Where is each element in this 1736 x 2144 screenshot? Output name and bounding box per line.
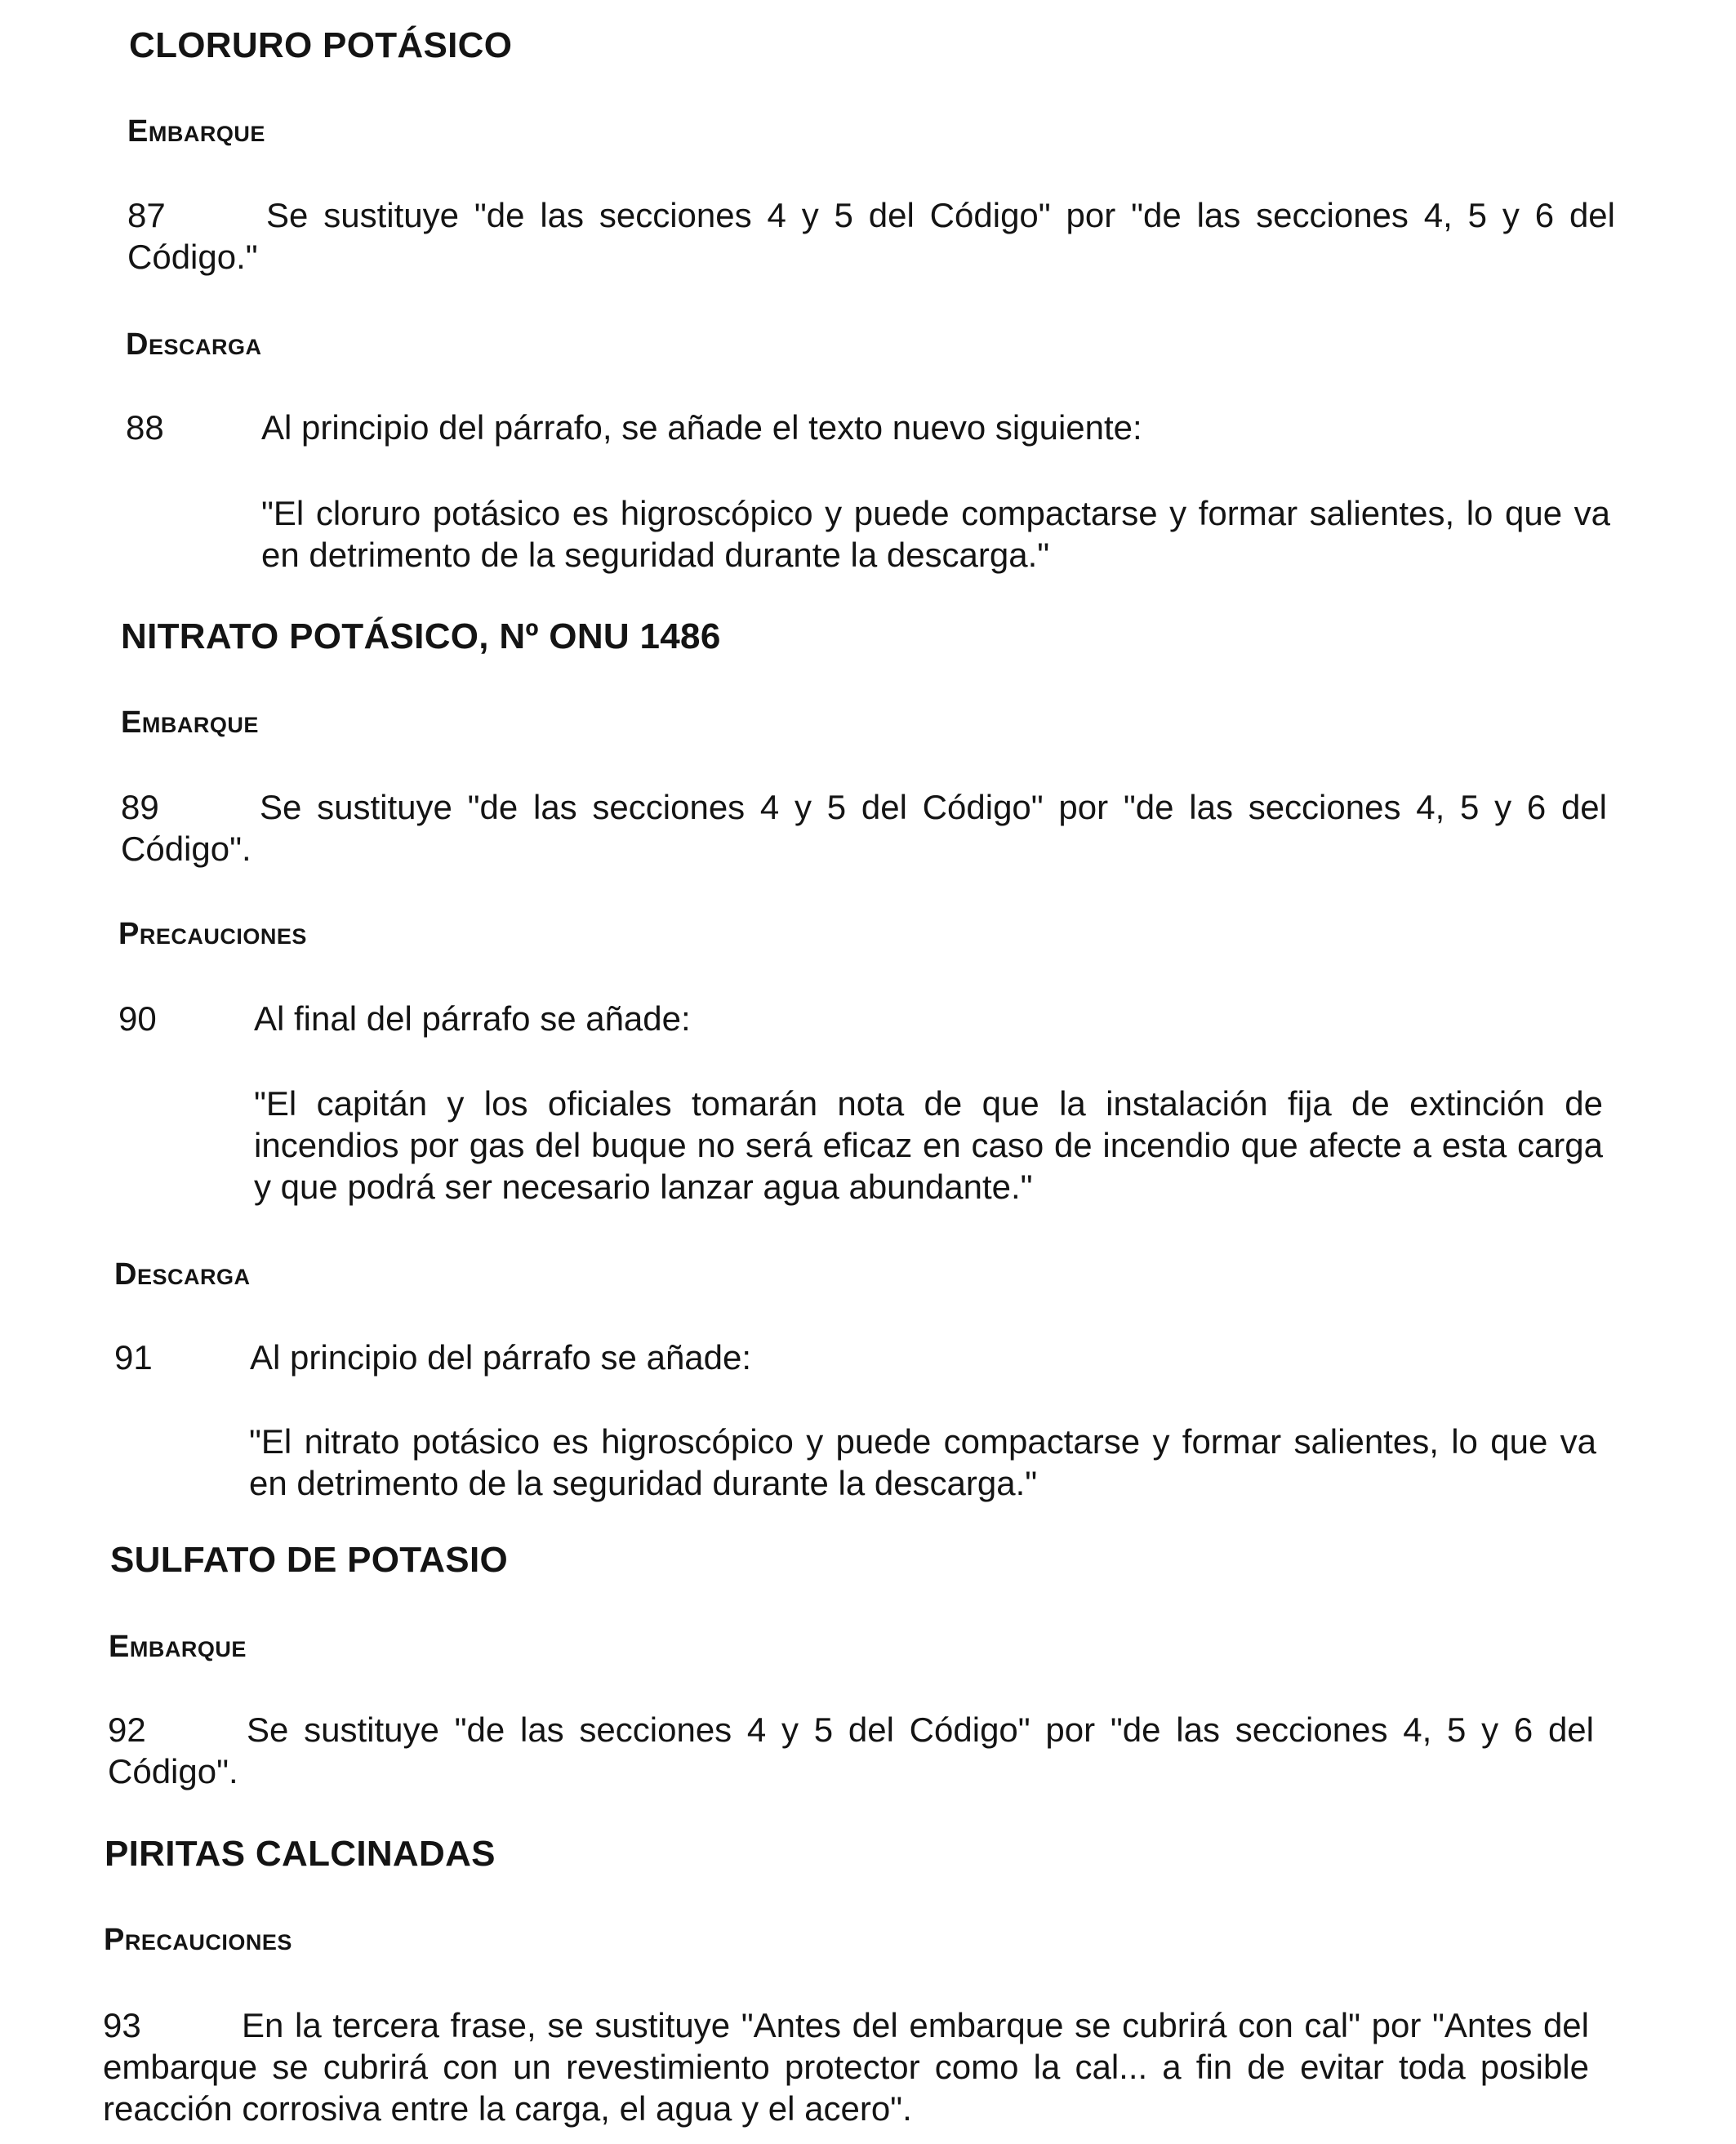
- paragraph-number: 90: [118, 999, 157, 1038]
- paragraph-89: [121, 786, 1607, 870]
- subsection-heading-embarque: Embarque: [127, 114, 265, 149]
- paragraph-92: [108, 1709, 1594, 1792]
- paragraph-number: 88: [126, 408, 164, 447]
- quoted-text-90: "El capitán y los oficiales tomarán nota de que la instalación fija de extinción de incendios por gas del buque no será eficaz en caso de incendio que afecte a esta carga y que podrá ser necesario lanzar agua abundante.": [254, 1084, 1603, 1206]
- subsection-heading-embarque: Embarque: [109, 1630, 247, 1664]
- paragraph-number: 89: [121, 788, 159, 826]
- paragraph-number: 93: [103, 2006, 141, 2044]
- paragraph-number: 87: [127, 196, 166, 234]
- quoted-text-88: "El cloruro potásico es higroscópico y puede compactarse y formar salientes, lo que va en detrimento de la seguridad durante la descarga.": [261, 494, 1610, 574]
- subsection-heading-embarque: Embarque: [121, 705, 259, 740]
- paragraph-text: Al principio del párrafo, se añade el texto nuevo siguiente:: [261, 408, 1142, 447]
- paragraph-90: [118, 998, 1613, 1039]
- quoted-text-91: "El nitrato potásico es higroscópico y puede compactarse y formar salientes, lo que va en detrimento de la seguridad durante la descarga.": [249, 1422, 1596, 1502]
- subsection-heading-precauciones: Precauciones: [118, 917, 307, 951]
- paragraph-text: Al final del párrafo se añade:: [254, 999, 691, 1038]
- paragraph-88: [126, 407, 1620, 448]
- paragraph-text: Se sustituye "de las secciones 4 y 5 del Código" por "de las secciones 4, 5 y 6 del Código".: [121, 788, 1607, 868]
- section-title-piritas-calcinadas: PIRITAS CALCINADAS: [105, 1834, 496, 1874]
- paragraph-91: [114, 1337, 1609, 1378]
- paragraph-number: 91: [114, 1338, 153, 1377]
- paragraph-text: Al principio del párrafo se añade:: [250, 1338, 752, 1377]
- section-title-cloruro-potasico: CLORURO POTÁSICO: [129, 25, 513, 65]
- paragraph-87: [127, 194, 1615, 278]
- section-title-sulfato-de-potasio: SULFATO DE POTASIO: [110, 1540, 508, 1580]
- paragraph-text: Se sustituye "de las secciones 4 y 5 del Código" por "de las secciones 4, 5 y 6 del Código".: [108, 1710, 1594, 1790]
- paragraph-text: Se sustituye "de las secciones 4 y 5 del Código" por "de las secciones 4, 5 y 6 del Código.": [127, 196, 1615, 276]
- paragraph-number: 92: [108, 1710, 146, 1749]
- subsection-heading-descarga: Descarga: [126, 327, 262, 362]
- paragraph-text: En la tercera frase, se sustituye "Antes del embarque se cubrirá con cal" por "Antes del embarque se cubrirá con un revestimiento protector como la cal... a fin de evitar toda posible reacción corrosiva entre la carga, el agua y el acero".: [103, 2006, 1589, 2128]
- section-title-nitrato-potasico: NITRATO POTÁSICO, Nº ONU 1486: [121, 616, 721, 656]
- paragraph-93: [103, 2004, 1589, 2129]
- subsection-heading-descarga: Descarga: [114, 1257, 251, 1292]
- subsection-heading-precauciones: Precauciones: [104, 1923, 292, 1957]
